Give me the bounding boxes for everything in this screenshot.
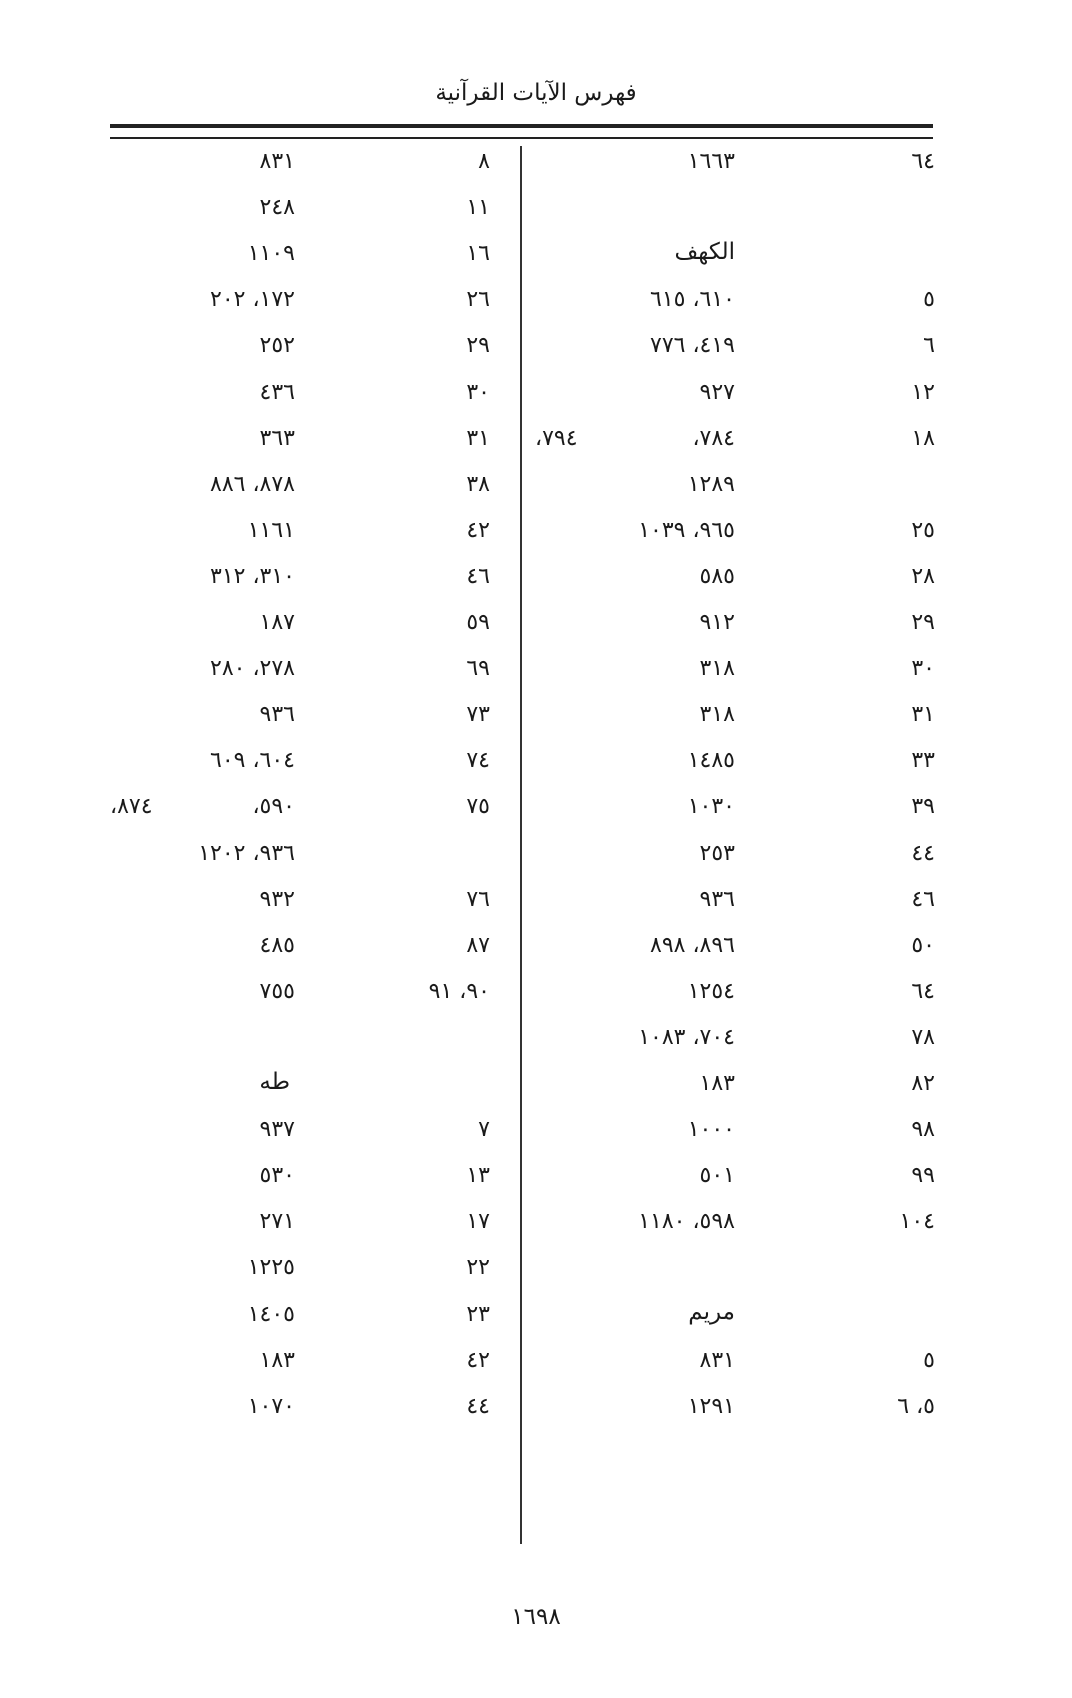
index-row bbox=[535, 472, 935, 506]
verse-number: ٨٢ bbox=[911, 1071, 935, 1096]
index-row bbox=[535, 610, 935, 644]
page-references: ٥٩٠، bbox=[252, 794, 295, 820]
page-references: ١٨٧ bbox=[259, 610, 295, 635]
index-row bbox=[535, 518, 935, 552]
index-row bbox=[110, 1163, 490, 1197]
verse-number: ٢٣ bbox=[466, 1301, 490, 1327]
index-row bbox=[535, 1394, 935, 1428]
verse-number: ٤٤ bbox=[466, 1393, 490, 1419]
page-references: ٩٢٧ bbox=[699, 379, 735, 405]
verse-number: ٣٣ bbox=[911, 748, 935, 774]
index-row bbox=[110, 1209, 490, 1243]
verse-number: ٢٩ bbox=[911, 610, 935, 635]
page-references: ٣١٨ bbox=[699, 702, 735, 728]
page-references: ١٧٢، ٢٠٢ bbox=[210, 287, 295, 313]
verse-number: ٥٠ bbox=[911, 932, 935, 958]
page-references: ٩٣٦ bbox=[699, 886, 735, 912]
verse-number: ١١ bbox=[466, 195, 490, 221]
verse-number: ٧٨ bbox=[911, 1024, 935, 1050]
page-references: ٥٨٥ bbox=[699, 563, 735, 589]
verse-number: ٤٢ bbox=[466, 1347, 490, 1373]
verse-number: ٣٠ bbox=[911, 656, 935, 682]
page-references: ١١٠٩ bbox=[247, 241, 295, 267]
index-row bbox=[535, 887, 935, 921]
index-row bbox=[110, 702, 490, 736]
page-references: ٣١٨ bbox=[699, 656, 735, 682]
verse-number: ٥ bbox=[923, 1347, 935, 1373]
index-row bbox=[110, 656, 490, 690]
verse-number: ٢٢ bbox=[466, 1255, 490, 1281]
page-references: ٣١٠، ٣١٢ bbox=[210, 563, 295, 589]
header-rule-thick bbox=[110, 124, 933, 128]
index-row bbox=[535, 1025, 935, 1059]
index-row bbox=[110, 241, 490, 275]
page-references: ٨٣١ bbox=[699, 1347, 735, 1373]
page-references: ٩٣٦، ١٢٠٢ bbox=[198, 840, 295, 866]
index-row bbox=[110, 1255, 490, 1289]
index-row bbox=[110, 748, 490, 782]
index-row bbox=[535, 1209, 935, 1243]
surah-heading: الكهف bbox=[674, 238, 735, 265]
index-row bbox=[110, 472, 490, 506]
verse-number: ٦٩ bbox=[466, 656, 490, 682]
verse-number: ٣٨ bbox=[466, 471, 490, 497]
page-references: ٥٠١ bbox=[699, 1163, 735, 1189]
page-references: ١٤٨٥ bbox=[687, 748, 735, 774]
page-references: ٣٦٣ bbox=[259, 425, 295, 451]
index-row bbox=[110, 794, 490, 828]
index-row bbox=[110, 933, 490, 967]
index-row bbox=[535, 564, 935, 598]
page-references: ١٢٢٥ bbox=[247, 1255, 295, 1281]
page-title: فهرس الآيات القرآنية bbox=[435, 80, 637, 106]
index-row bbox=[535, 149, 935, 183]
verse-number: ٧٥ bbox=[466, 794, 490, 820]
verse-number: ٢٥ bbox=[911, 517, 935, 543]
page-references: ١٢٩١ bbox=[687, 1393, 735, 1419]
page-references: ٢٤٨ bbox=[259, 195, 295, 221]
index-row bbox=[110, 1302, 490, 1336]
page-references: ٨٧٨، ٨٨٦ bbox=[210, 471, 295, 497]
index-row bbox=[110, 564, 490, 598]
page-references: ٨٣١ bbox=[259, 149, 295, 174]
verse-number: ٤٤ bbox=[911, 840, 935, 866]
index-row bbox=[110, 149, 490, 183]
index-row bbox=[110, 1394, 490, 1428]
verse-number: ٧٣ bbox=[466, 702, 490, 728]
page-reference-continued: ٨٧٤، bbox=[110, 794, 153, 820]
verse-number: ٦٤ bbox=[911, 149, 935, 174]
verse-number: ٦ bbox=[923, 333, 935, 359]
page-references: ٢٧١ bbox=[259, 1209, 295, 1235]
index-row bbox=[110, 610, 490, 644]
page-references: ١٨٣ bbox=[259, 1347, 295, 1373]
page-references: ١٨٣ bbox=[699, 1071, 735, 1096]
page-references: ٧٠٤، ١٠٨٣ bbox=[638, 1024, 735, 1050]
page-references: ٤٨٥ bbox=[259, 932, 295, 958]
verse-number: ٢٨ bbox=[911, 563, 935, 589]
verse-number: ٧ bbox=[478, 1117, 490, 1143]
page-references: ١٠٧٠ bbox=[247, 1393, 295, 1419]
verse-number: ١٣ bbox=[466, 1163, 490, 1189]
index-row bbox=[535, 380, 935, 414]
page-reference-continued: ٧٩٤، bbox=[535, 425, 578, 451]
index-row bbox=[535, 933, 935, 967]
index-row bbox=[110, 887, 490, 921]
index-row bbox=[535, 1348, 935, 1382]
verse-number: ٩٠، ٩١ bbox=[428, 978, 490, 1004]
page-number: ١٦٩٨ bbox=[511, 1604, 561, 1630]
verse-number: ٧٤ bbox=[466, 748, 490, 774]
page-references: ٦١٠، ٦١٥ bbox=[650, 287, 735, 313]
index-row bbox=[535, 841, 935, 875]
verse-number: ٥٩ bbox=[466, 610, 490, 635]
verse-number: ١٠٤ bbox=[899, 1209, 935, 1235]
verse-number: ٤٦ bbox=[911, 886, 935, 912]
index-row bbox=[110, 1348, 490, 1382]
verse-number: ١٢ bbox=[911, 379, 935, 405]
verse-number: ٨ bbox=[478, 149, 490, 174]
index-row bbox=[535, 1117, 935, 1151]
page-references: ٥٩٨، ١١٨٠ bbox=[638, 1209, 735, 1235]
verse-number: ٨٧ bbox=[466, 932, 490, 958]
verse-number: ٥، ٦ bbox=[897, 1393, 935, 1419]
index-row bbox=[535, 1163, 935, 1197]
index-row bbox=[110, 426, 490, 460]
page-references: ٩٣٧ bbox=[259, 1117, 295, 1143]
index-row bbox=[535, 794, 935, 828]
page-references: ٤٣٦ bbox=[259, 379, 295, 405]
index-row bbox=[535, 748, 935, 782]
page-references: ١٠٠٠ bbox=[687, 1117, 735, 1143]
index-row bbox=[110, 979, 490, 1013]
page-references: ٩٣٢ bbox=[259, 886, 295, 912]
page-references: ٩٣٦ bbox=[259, 702, 295, 728]
page-references: ٢٥٣ bbox=[699, 840, 735, 866]
index-row bbox=[535, 656, 935, 690]
index-row bbox=[535, 979, 935, 1013]
index-row bbox=[110, 841, 490, 875]
index-row bbox=[535, 1071, 935, 1105]
page-references: ٧٨٤، bbox=[692, 425, 735, 451]
index-row bbox=[110, 287, 490, 321]
page-references: ٩١٢ bbox=[699, 610, 735, 635]
page-references: ١١٦١ bbox=[247, 517, 295, 543]
page-references: ٧٥٥ bbox=[259, 978, 295, 1004]
page-references: ١٦٦٣ bbox=[687, 149, 735, 174]
verse-number: ٣١ bbox=[911, 702, 935, 728]
page-references: ١٢٥٤ bbox=[687, 978, 735, 1004]
page-references: ٦٠٤، ٦٠٩ bbox=[210, 748, 295, 774]
verse-number: ٢٦ bbox=[466, 287, 490, 313]
page-references: ٩٦٥، ١٠٣٩ bbox=[638, 517, 735, 543]
surah-heading: طه bbox=[259, 1068, 290, 1095]
page-references: ١٢٨٩ bbox=[687, 471, 735, 497]
header-rule-thin bbox=[110, 137, 933, 139]
verse-number: ٩٨ bbox=[911, 1117, 935, 1143]
verse-number: ١٦ bbox=[466, 241, 490, 267]
verse-number: ٤٢ bbox=[466, 517, 490, 543]
index-row bbox=[535, 333, 935, 367]
page-references: ١٠٣٠ bbox=[687, 794, 735, 820]
index-row bbox=[535, 287, 935, 321]
verse-number: ٧٦ bbox=[466, 886, 490, 912]
verse-number: ٣٩ bbox=[911, 794, 935, 820]
page-references: ٢٧٨، ٢٨٠ bbox=[210, 656, 295, 682]
verse-number: ٥ bbox=[923, 287, 935, 313]
page-references: ٥٣٠ bbox=[259, 1163, 295, 1189]
page-references: ٢٥٢ bbox=[259, 333, 295, 359]
page-references: ٤١٩، ٧٧٦ bbox=[650, 333, 735, 359]
verse-number: ٩٩ bbox=[911, 1163, 935, 1189]
index-row bbox=[535, 702, 935, 736]
index-row bbox=[110, 333, 490, 367]
verse-number: ٢٩ bbox=[466, 333, 490, 359]
index-row bbox=[535, 426, 935, 460]
index-row bbox=[110, 518, 490, 552]
verse-number: ٣٠ bbox=[466, 379, 490, 405]
index-row bbox=[110, 380, 490, 414]
page-references: ٨٩٦، ٨٩٨ bbox=[650, 932, 735, 958]
index-row bbox=[110, 195, 490, 229]
page-references: ١٤٠٥ bbox=[247, 1301, 295, 1327]
verse-number: ١٧ bbox=[466, 1209, 490, 1235]
verse-number: ٤٦ bbox=[466, 563, 490, 589]
surah-heading: مريم bbox=[688, 1299, 735, 1326]
verse-number: ٦٤ bbox=[911, 978, 935, 1004]
verse-number: ١٨ bbox=[911, 425, 935, 451]
verse-number: ٣١ bbox=[466, 425, 490, 451]
column-divider bbox=[520, 146, 522, 1544]
index-row bbox=[110, 1117, 490, 1151]
